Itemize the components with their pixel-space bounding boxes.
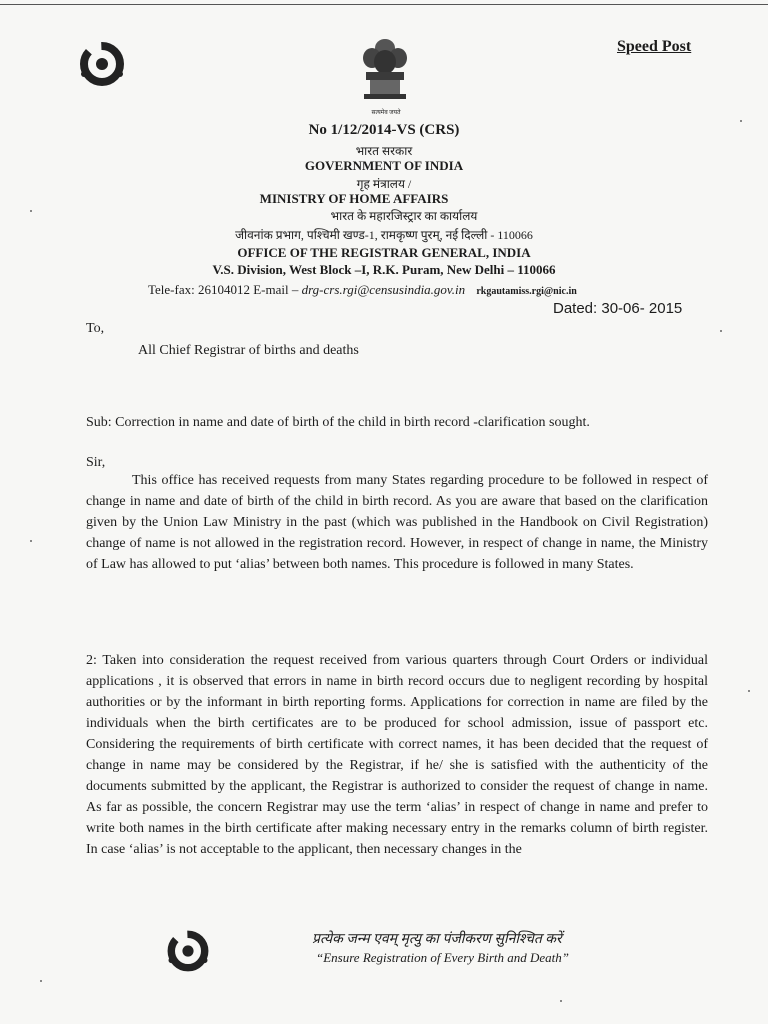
census-logo-icon	[74, 36, 130, 92]
ministry-name: MINISTRY OF HOME AFFAIRS	[259, 191, 449, 206]
paragraph-2: 2: Taken into consideration the request received from various quarters through Court Orders or individual applications , it is observed that errors in name in birth record occurs due to negligent recording by hospital authorities or by the informant in birth reporting forms. Applications for correction in name are filed by the individuals when the birth certificates are to be produced for school admission, issue of passport etc. Considering the requirements of birth certificate with correct names, it has been decided that the request of change in name may be considered by the Registrar, if he/ she is satisfied with the authenticity of the documents submitted by the applicant, the Registrar is authorized to consider the request of change in name. As far as possible, the concern Registrar may use the term ‘alias’ in respect of change in name and prefer to write both names in the birth certificate after making necessary entry in the remarks column of birth register. In case ‘alias’ is not acceptable to the applicant, then necessary changes in the	[86, 653, 708, 857]
hindi-office: भारत के महारजिस्ट्रार का कार्यालय	[330, 209, 478, 223]
speed-post-label: Speed Post	[617, 38, 692, 55]
salutation: Sir,	[86, 455, 106, 470]
office-name: OFFICE OF THE REGISTRAR GENERAL, INDIA	[237, 245, 531, 260]
footer-english-slogan: “Ensure Registration of Every Birth and Death”	[316, 950, 569, 965]
hindi-government: भारत सरकार	[355, 144, 413, 158]
email-link[interactable]: drg-crs.rgi@censusindia.gov.in	[301, 282, 466, 297]
letter-number: No 1/12/2014-VS (CRS)	[308, 122, 460, 138]
scan-speck	[740, 120, 742, 122]
hindi-ministry: गृह मंत्रालय /	[356, 177, 412, 191]
government-of-india: GOVERNMENT OF INDIA	[304, 158, 464, 173]
hindi-address: जीवनांक प्रभाग, पश्चिमी खण्ड-1, रामकृष्ण पुरम्, नई दिल्ली - 110066	[235, 228, 533, 242]
division-address: V.S. Division, West Block –I, R.K. Puram, New Delhi – 110066	[212, 262, 556, 277]
scan-speck	[748, 690, 750, 692]
footer-hindi-slogan: प्रत्येक जन्म एवम् मृत्यु का पंजीकरण सुनिश्चित करें	[312, 932, 562, 947]
scan-speck	[40, 980, 42, 982]
scan-speck	[30, 540, 32, 542]
telefax: Tele-fax: 26104012 E-mail –	[148, 282, 299, 297]
top-border-line	[0, 4, 768, 5]
emblem-caption: सत्यमेव जयते	[371, 110, 401, 116]
to-label: To,	[86, 321, 105, 336]
addressee: All Chief Registrar of births and deaths	[138, 343, 359, 358]
contact-line	[148, 282, 577, 298]
email-link-secondary[interactable]: rkgautamiss.rgi@nic.in	[476, 286, 577, 297]
letter-date: Dated: 30-06- 2015	[553, 300, 683, 317]
scan-speck	[720, 330, 722, 332]
subject-line: Sub: Correction in name and date of birth of the child in birth record -clarification sought.	[86, 415, 590, 430]
scan-speck	[30, 210, 32, 212]
paragraph-1: This office has received requests from many States regarding procedure to be followed in respect of change in name and date of birth of the child in birth record. As you are aware that based on the clarification given by the Union Law Ministry in the past (which was published in the Handbook on Civil Registration) change of name is not allowed in the registration record. However, in respect of change in name, the Ministry of Law has allowed to put ‘alias’ between both names. This procedure is followed in many States.	[86, 473, 708, 572]
scan-speck	[560, 1000, 562, 1002]
footer-census-logo-icon	[162, 925, 214, 977]
